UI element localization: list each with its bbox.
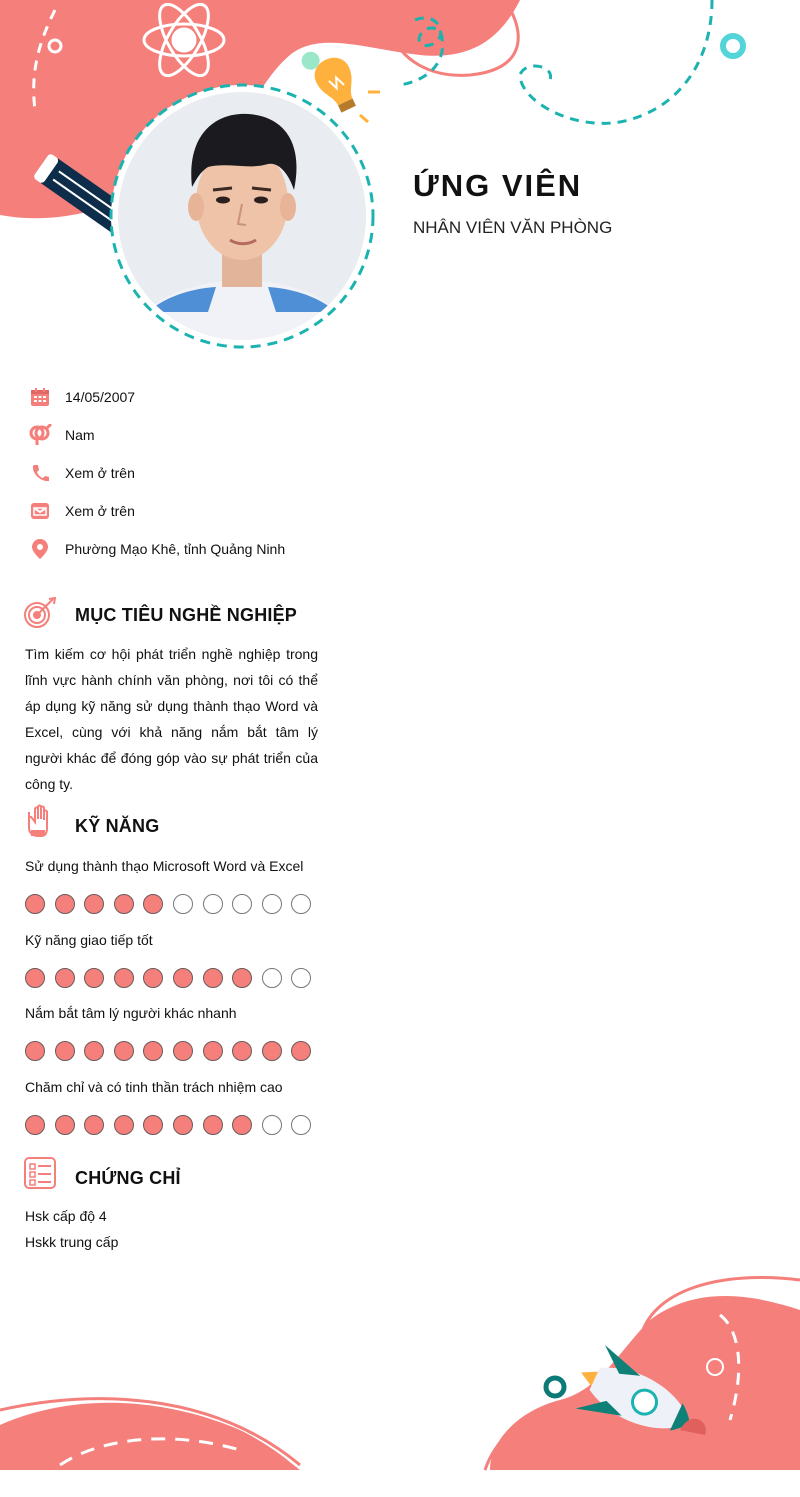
objective-text: Tìm kiếm cơ hội phát triển nghề nghiệp trong lĩnh vực hành chính văn phòng, nơi tôi có thể áp dụng kỹ năng sử dụng thành thạo Word và Excel, cùng với khả năng nắm bắt tâm lý người khác để đóng góp vào sự phát triển của công ty. [25, 646, 318, 792]
rating-dot-empty [291, 1115, 311, 1135]
rating-dot-filled [114, 1041, 134, 1061]
rating-dot-filled [143, 894, 163, 914]
phone-value: Xem ở trên [65, 465, 135, 481]
certificate-item: Hsk cấp độ 4 [25, 1208, 107, 1224]
skill-name: Kỹ năng giao tiếp tốt [25, 931, 153, 948]
certificate-item: Hskk trung cấp [25, 1234, 119, 1250]
rating-dot-empty [203, 894, 223, 914]
address-row [28, 536, 286, 562]
hand-icon [23, 804, 57, 838]
rating-dot-filled [25, 968, 45, 988]
rating-dot-filled [262, 1041, 282, 1061]
skill-name: Sử dụng thành thạo Microsoft Word và Excel [25, 858, 304, 874]
skill-name: Nắm bắt tâm lý người khác nhanh [25, 1005, 237, 1022]
candidate-name: ỨNG VIÊN [413, 168, 583, 203]
rating-dot-empty [232, 894, 252, 914]
rating-dot-filled [25, 1115, 45, 1135]
gender-icon [28, 423, 52, 447]
rating-dot-filled [173, 1041, 193, 1061]
profile-photo [108, 82, 376, 350]
rating-dot-filled [114, 968, 134, 988]
address-value: Phường Mạo Khê, tỉnh Quảng Ninh [65, 541, 286, 557]
rating-dot-empty [291, 894, 311, 914]
rating-dot-filled [55, 894, 75, 914]
rating-dot-filled [84, 968, 104, 988]
gender-row [28, 422, 95, 448]
email-value: Xem ở trên [65, 503, 135, 519]
rating-dot-filled [55, 1115, 75, 1135]
skill-rating [25, 894, 325, 916]
rating-dot-filled [114, 1115, 134, 1135]
rating-dot-filled [143, 1041, 163, 1061]
rating-dot-filled [291, 1041, 311, 1061]
email-row [28, 498, 135, 524]
checklist-icon [23, 1156, 57, 1190]
rating-dot-filled [173, 968, 193, 988]
rating-dot-filled [232, 968, 252, 988]
phone-row [28, 460, 135, 486]
calendar-icon [28, 385, 52, 409]
gender-value: Nam [65, 427, 95, 443]
rating-dot-filled [232, 1041, 252, 1061]
location-pin-icon [28, 537, 52, 561]
rating-dot-empty [291, 968, 311, 988]
skill-rating [25, 1115, 325, 1137]
job-title: NHÂN VIÊN VĂN PHÒNG [413, 218, 613, 237]
rating-dot-filled [143, 968, 163, 988]
certificates-title: CHỨNG CHỈ [75, 1168, 181, 1188]
rating-dot-filled [203, 968, 223, 988]
rating-dot-filled [84, 1041, 104, 1061]
dob-value: 14/05/2007 [65, 389, 136, 405]
rating-dot-filled [143, 1115, 163, 1135]
rating-dot-filled [203, 1041, 223, 1061]
rating-dot-filled [232, 1115, 252, 1135]
rating-dot-filled [25, 894, 45, 914]
rating-dot-empty [262, 1115, 282, 1135]
email-icon [28, 499, 52, 523]
rating-dot-filled [55, 968, 75, 988]
skills-title: KỸ NĂNG [75, 816, 160, 836]
dob-row [28, 384, 136, 410]
target-icon [23, 597, 57, 631]
skill-rating [25, 968, 325, 990]
footer-decoration [0, 1260, 800, 1497]
rating-dot-filled [55, 1041, 75, 1061]
rating-dot-filled [84, 894, 104, 914]
skill-name: Chăm chỉ và có tinh thần trách nhiệm cao [25, 1079, 283, 1096]
objective-title: MỤC TIÊU NGHỀ NGHIỆP [75, 605, 298, 625]
rating-dot-filled [173, 1115, 193, 1135]
rating-dot-empty [262, 894, 282, 914]
rating-dot-empty [262, 968, 282, 988]
rating-dot-filled [114, 894, 134, 914]
rating-dot-empty [173, 894, 193, 914]
skill-rating [25, 1041, 325, 1063]
rating-dot-filled [203, 1115, 223, 1135]
rating-dot-filled [84, 1115, 104, 1135]
phone-icon [28, 461, 52, 485]
rating-dot-filled [25, 1041, 45, 1061]
